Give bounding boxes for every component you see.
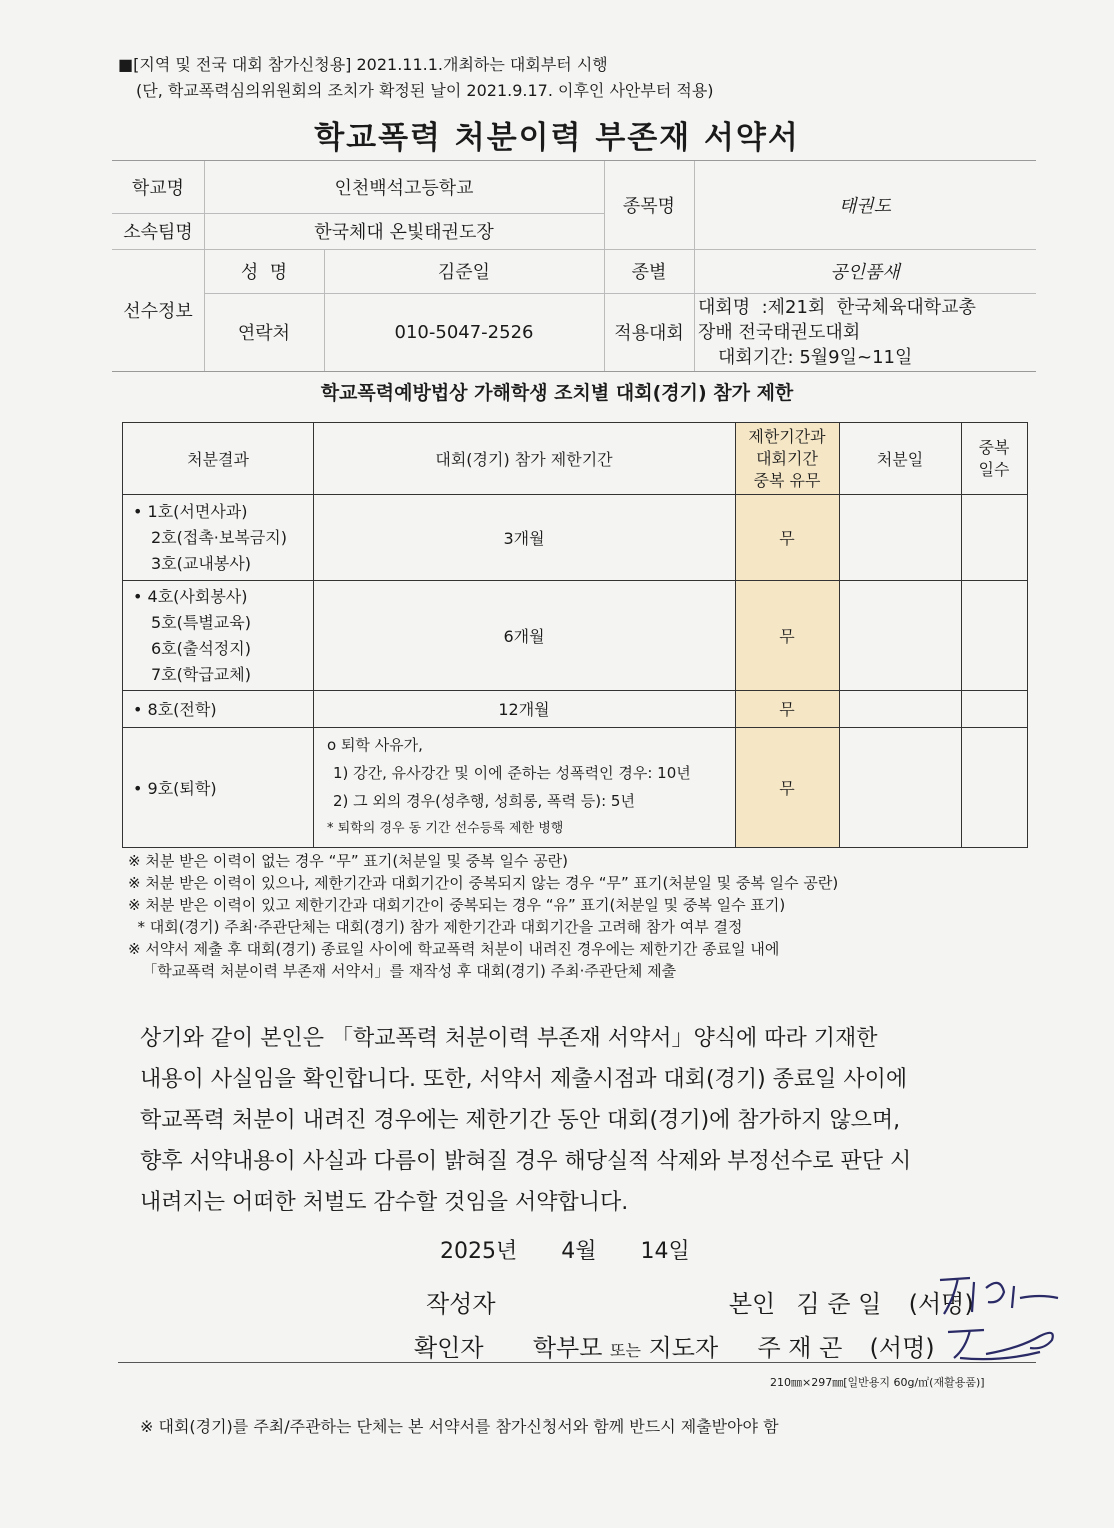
header-overlap-line-2: 대회기간 [756,448,818,468]
row-4-overlap: 무 [779,778,795,798]
restriction-table [122,422,1028,848]
competition-value [698,295,976,370]
note: ※ 처분 받은 이력이 없는 경우 “무” 표기(처분일 및 중복 일수 공란) [128,852,569,870]
note: * 대회(경기) 주최·주관단체는 대회(경기) 참가 제한기간과 대회기간을 고려해 참가 여부 결정 [128,918,743,936]
footer-divider [118,1362,1036,1363]
pledge-line: 내려지는 어떠한 처벌도 감수할 것임을 서약합니다. [140,1190,629,1215]
row-4-period-line: o 퇴학 사유가, [327,736,423,754]
confirmer-seal: (서명) [869,1334,935,1362]
confirmer-handwritten-signature [940,1318,1070,1364]
row-2-line: 6호(출석정지) [151,639,251,658]
header-date: 처분일 [876,450,924,469]
event-label: 종목명 [622,196,676,217]
header-days [961,423,1027,494]
restriction-subtitle: 학교폭력예방법상 가해학생 조치별 대회(경기) 참가 제한 [320,382,794,404]
pledge-line: 상기와 같이 본인은 「학교폭력 처분이력 부존재 서약서」양식에 따라 기재한 [140,1026,878,1051]
note: ※ 처분 받은 이력이 있으나, 제한기간과 대회기간이 중복되지 않는 경우 “무” 표기(처분일 및 중복 일수 공란) [128,874,839,892]
confirmer-role2: 지도자 [648,1334,719,1362]
row-2-overlap: 무 [779,626,795,646]
paper-size-note: 210㎜×297㎜[일반용지 60g/㎡(재활용품)] [770,1376,985,1389]
event-value: 태권도 [838,196,892,217]
row-4-period-line: 1) 강간, 유사강간 및 이에 준하는 성폭력인 경우: 10년 [333,764,691,782]
row-4-result: • 9호(퇴학) [133,778,217,798]
competition-line-2: 장배 전국태권도대회 [698,322,861,343]
header-overlap [735,423,839,494]
sign-date [440,1234,690,1265]
writer-signature-row [426,1284,974,1319]
row-2-line: • 4호(사회봉사) [133,587,248,606]
contact-value: 010-5047-2526 [394,321,534,343]
row-2-line: 7호(학급교체) [151,665,251,684]
contact-label: 연락처 [237,323,291,344]
header-period: 대회(경기) 참가 제한기간 [435,450,613,469]
document-title: 학교폭력 처분이력 부존재 서약서 [314,120,800,156]
row-1-line: 2호(접촉·보복금지) [151,528,287,547]
row-3-period: 12개월 [498,700,550,719]
header-overlap-line-1: 제한기간과 [748,426,826,446]
pledge-line: 학교폭력 처분이 내려진 경우에는 제한기간 동안 대회(경기)에 참가하지 않으며, [140,1108,901,1133]
writer-role: 본인 [728,1290,776,1318]
player-info-label: 선수정보 [123,301,193,322]
row-1-period: 3개월 [503,528,545,548]
date-month: 4월 [561,1239,597,1264]
row-2-line: 5호(특별교육) [151,613,251,632]
date-year: 2025년 [440,1239,518,1264]
confirmer-or: 또는 [610,1341,641,1360]
competition-label: 적용대회 [614,323,684,344]
row-4-period [327,731,731,843]
confirmer-name: 주 재 곤 [757,1334,843,1362]
confirmer-signature-row [414,1328,935,1363]
name-value: 김준일 [437,262,491,283]
row-1-line: • 1호(서면사과) [133,502,248,521]
writer-label: 작성자 [426,1290,496,1318]
bottom-note: ※ 대회(경기)를 주최/주관하는 단체는 본 서약서를 참가신청서와 함께 반드시 제출받아야 함 [140,1417,779,1436]
row-2-result [133,584,313,688]
row-4-period-line: 2) 그 외의 경우(성추행, 성희롱, 폭력 등): 5년 [333,792,635,810]
pledge-line: 내용이 사실임을 확인합니다. 또한, 서약서 제출시점과 대회(경기) 종료일 사이에 [140,1067,908,1092]
header-days-line-1: 중복 [978,437,1010,457]
header-result: 처분결과 [187,450,249,469]
notes [128,850,838,982]
writer-name: 김 준 일 [796,1290,882,1318]
row-1-line: 3호(교내봉사) [151,554,251,573]
confirmer-role: 학부모 [532,1334,603,1362]
row-4-period-line: * 퇴학의 경우 동 기간 선수등록 제한 병행 [327,821,564,836]
row-2-period: 6개월 [503,626,545,646]
pledge-text [140,1018,1030,1223]
header-line-2: (단, 학교폭력심의위원회의 조치가 확정된 날이 2021.9.17. 이후인 사안부터 적용) [136,81,714,100]
confirmer-label: 확인자 [414,1334,484,1362]
note: ※ 서약서 제출 후 대회(경기) 종료일 사이에 학교폭력 처분이 내려진 경우에는 제한기간 종료일 내에 [128,940,780,958]
pledge-line: 향후 서약내용이 사실과 다름이 밝혀질 경우 해당실적 삭제와 부정선수로 판단 시 [140,1149,912,1174]
header-overlap-line-3: 중복 유무 [753,470,821,490]
writer-seal: (서명) [908,1290,974,1318]
date-day: 14일 [640,1239,690,1264]
row-3-overlap: 무 [779,700,795,719]
team-value: 한국체대 온빛태권도장 [314,222,494,243]
name-label: 성 명 [240,262,288,283]
school-value: 인천백석고등학교 [334,178,474,199]
row-3-result: • 8호(전학) [133,700,217,719]
header-days-line-2: 일수 [978,459,1010,479]
row-1-overlap: 무 [779,528,795,548]
row-1-result [133,499,313,577]
note: ※ 처분 받은 이력이 있고 제한기간과 대회기간이 중복되는 경우 “유” 표기(처분일 및 중복 일수 표기) [128,896,786,914]
category-label: 종별 [631,262,667,283]
competition-line-3: 대회기간: 5월9일~11일 [718,347,913,368]
info-table [112,160,1036,372]
header-line-1: ■[지역 및 전국 대회 참가신청용] 2021.11.1.개최하는 대회부터 시행 [118,55,608,74]
team-label: 소속팀명 [123,222,193,243]
writer-handwritten-signature [930,1268,1070,1320]
category-value: 공인품새 [830,262,900,283]
competition-line-1: 대회명 :제21회 한국체육대학교총 [698,297,976,318]
note: 「학교폭력 처분이력 부존재 서약서」를 재작성 후 대회(경기) 주최·주관단체 제출 [128,962,677,980]
school-label: 학교명 [131,178,185,199]
